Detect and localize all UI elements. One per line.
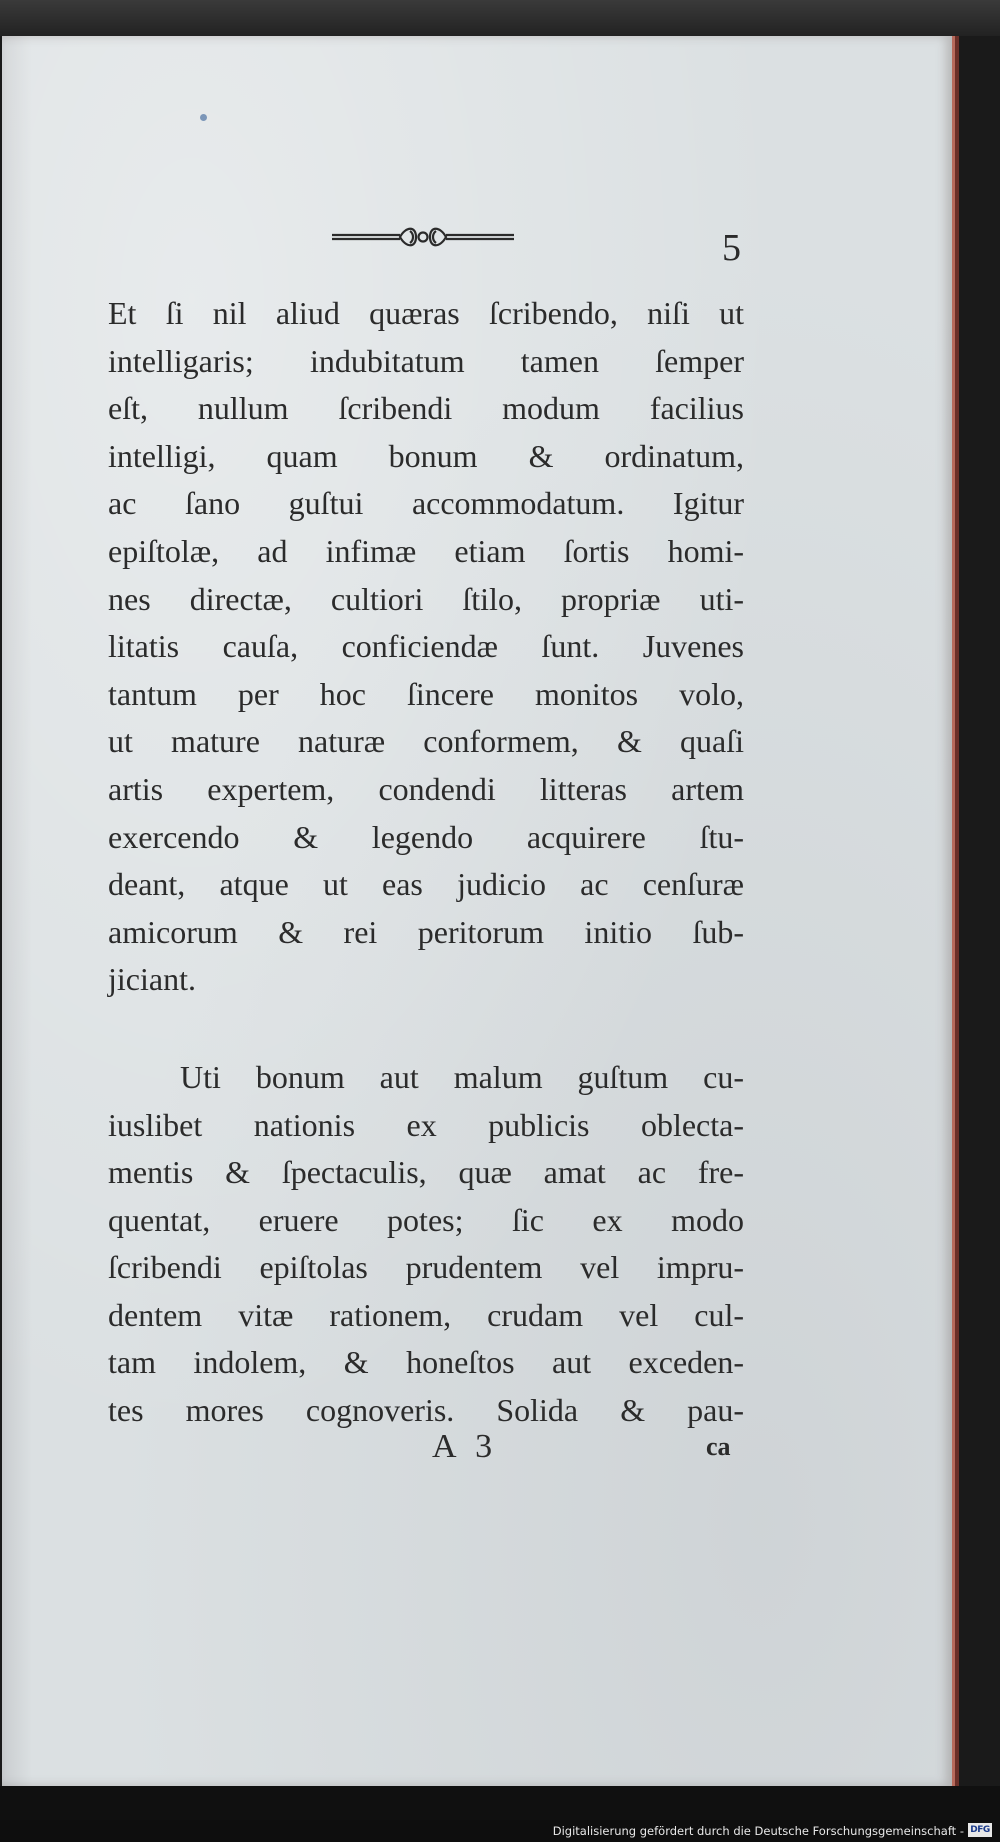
signature-mark: A 3 (432, 1428, 499, 1465)
text-line: quentat, eruere potes; ſic ex modo (108, 1201, 744, 1238)
text-line: tam indolem, & honeſtos aut exceden- (108, 1344, 744, 1381)
page-body-text (108, 290, 744, 1435)
scan-top-edge (0, 0, 1000, 36)
paper-speck (200, 114, 207, 121)
text-line: ut mature naturæ conformem, & quaſi (108, 723, 744, 760)
text-line: artis expertem, condendi litteras artem (108, 770, 744, 807)
text-line: mentis & ſpectaculis, quæ amat ac fre- (108, 1154, 744, 1191)
text-line: Uti bonum aut malum guſtum cu- (180, 1058, 744, 1095)
text-line: iuslibet nationis ex publicis oblecta- (108, 1106, 744, 1143)
text-line: ſcribendi epiſtolas prudentem vel impru- (108, 1249, 744, 1286)
header-ornament-icon (330, 222, 516, 252)
text-line: dentem vitæ rationem, crudam vel cul- (108, 1296, 744, 1333)
text-line: intelligaris; indubitatum tamen ſemper (108, 342, 744, 379)
text-line: tantum per hoc ſincere monitos volo, (108, 675, 744, 712)
text-line: amicorum & rei peritorum initio ſub- (108, 913, 744, 950)
text-line: litatis cauſa, conficiendæ ſunt. Juvenes (108, 628, 744, 665)
footer-credit: Digitalisierung gefördert durch die Deutsche Forschungsgemeinschaft - (552, 1824, 964, 1838)
paragraph-gap (108, 1004, 744, 1054)
text-line: intelligi, quam bonum & ordinatum, (108, 437, 744, 474)
text-line: eſt, nullum ſcribendi modum facilius (108, 390, 744, 427)
text-line: jiciant. (108, 961, 196, 998)
catchword: ca (706, 1432, 731, 1461)
scan-bottom-edge (0, 1786, 1000, 1820)
text-line: Et ſi nil aliud quæras ſcribendo, niſi ut (108, 295, 744, 331)
dfg-logo-icon: DFG (968, 1823, 992, 1837)
text-line: nes directæ, cultiori ſtilo, propriæ uti- (108, 580, 744, 617)
paragraph (108, 290, 744, 1004)
paragraph (108, 1054, 744, 1435)
page-number: 5 (722, 227, 741, 269)
text-line: tes mores cognoveris. Solida & pau- (108, 1392, 744, 1429)
text-line: exercendo & legendo acquirere ſtu- (108, 818, 744, 855)
text-line: ac ſano guſtui accommodatum. Igitur (108, 485, 744, 522)
text-line: epiſtolæ, ad infimæ etiam ſortis homi- (108, 532, 744, 569)
text-line: deant, atque ut eas judicio ac cenſuræ (108, 866, 744, 903)
